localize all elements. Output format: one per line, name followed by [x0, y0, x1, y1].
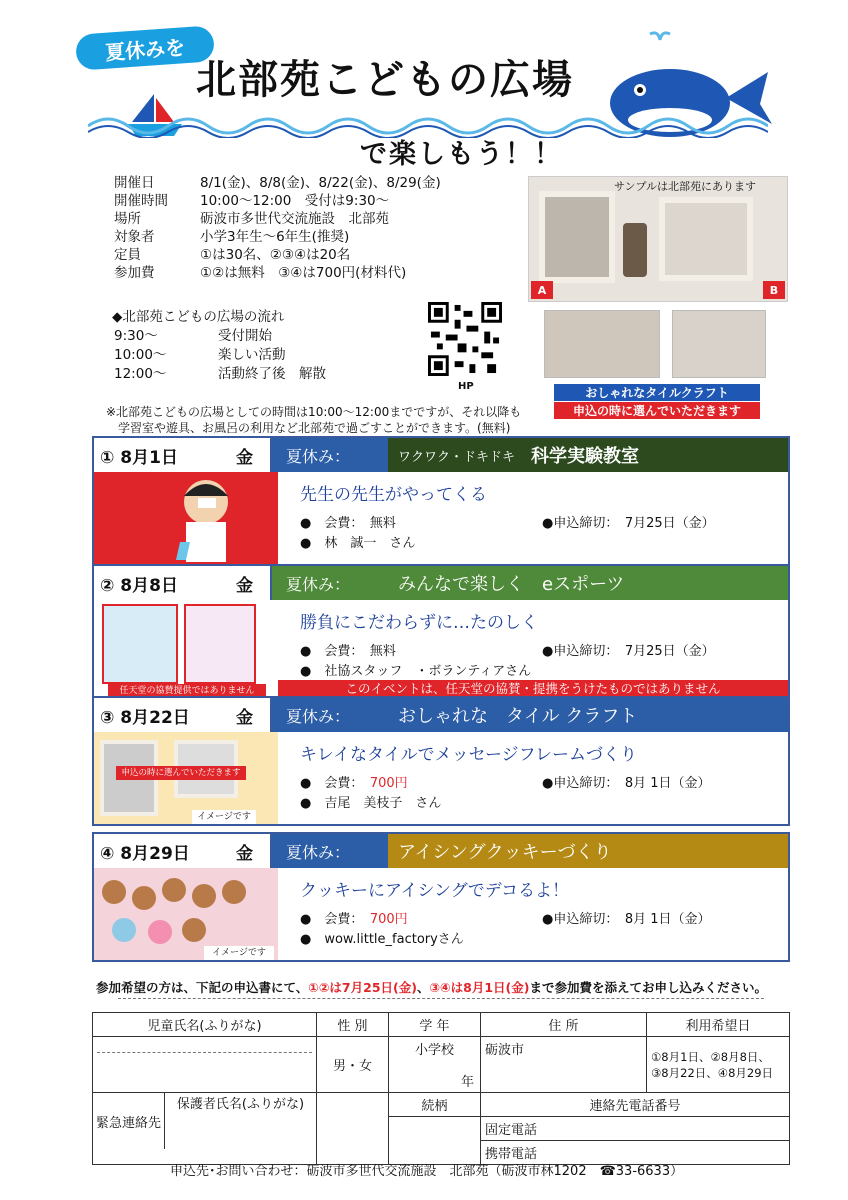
- flow-schedule: ◆北部苑こどもの広場の流れ 9:30～ 受付開始 10:00～ 楽しい活動 12:00～ 活動終了後 解散: [112, 309, 326, 382]
- child-name-field[interactable]: [93, 1037, 317, 1093]
- page-title: 北部苑こどもの広場: [196, 57, 574, 103]
- cookie-image: イメージです: [94, 868, 278, 960]
- phone-field[interactable]: 固定電話 携帯電話: [481, 1117, 790, 1165]
- note-text: ※北部苑こどもの広場としての時間は10:00～12:00までですが、それ以降も 学習室や遊具、お風呂の利用など北部苑で過ごすことができます。(無料): [106, 405, 522, 435]
- cut-line: [118, 998, 764, 999]
- application-form: 児童氏名(ふりがな) 性 別 学 年 住 所 利用希望日 男・女 小学校 年 砺波市 ①8月1日、②8月8日、 ③8月22日、④8月29日 緊急連絡先 保護者氏名(ふりがな) 続柄 連絡先電話番号 固定電話 携帯電話: [92, 1012, 790, 1165]
- grade-field[interactable]: 小学校 年: [389, 1037, 481, 1093]
- name-header: 児童氏名(ふりがな): [93, 1013, 317, 1037]
- fee-value: 無料: [369, 516, 396, 531]
- tile-photo-2: [672, 310, 766, 378]
- choose-label: 申込の時に選んでいただきます: [554, 402, 760, 419]
- qr-label: HP: [458, 381, 474, 392]
- contact-footer: 申込先･お問い合わせ：砺波市多世代交流施設 北部苑（砺波市林1202 ☎33-6633）: [170, 1164, 684, 1179]
- apply-instructions: 参加希望の方は、下記の申込書にて、①②は7月25日(金)、③④は8月1日(金)まで参加費を添えてお申し込みください。: [96, 980, 767, 995]
- event-lead: 先生の先生がやってくる: [300, 485, 487, 505]
- emergency-label: 緊急連絡先: [93, 1093, 165, 1149]
- guardian-name-field[interactable]: [317, 1117, 389, 1165]
- page-subtitle: で楽しもう！！: [360, 139, 563, 170]
- tile-craft-label: おしゃれなタイルクラフト: [554, 384, 760, 401]
- wish-field[interactable]: ①8月1日、②8月8日、 ③8月22日、④8月29日: [647, 1037, 790, 1093]
- instructor: ● 林 誠一 さん: [300, 536, 416, 551]
- photo-caption: サンプルは北部苑にあります: [614, 180, 757, 193]
- qr-code-icon[interactable]: [428, 302, 502, 376]
- relation-field[interactable]: [389, 1117, 481, 1165]
- event-info: 開催日 8/1(金)、8/8(金)、8/22(金)、8/29(金) 開催時間 10:00～12:00 受付は9:30～ 場所 砺波市多世代交流施設 北部苑 対象者 小学3年生～6年生(推奨) 定員 ①は30名、②③④は20名 参加費 ①②は無料 ③④は700円(材料代): [114, 175, 441, 281]
- event-1: ① 8月1日 金 夏休み： ワクワク・ドキドキ 科学実験教室 先生の先生がやってくる ● 会費： 無料 ●申込締切： 7月25日（金） ● 林 誠一 さん: [92, 436, 790, 566]
- tile-craft-photo: A B: [528, 176, 788, 302]
- sex-field[interactable]: 男・女: [317, 1037, 389, 1093]
- event-2: ② 8月8日 金 夏休み： みんなで楽しく eスポーツ 任天堂の協賛提供ではありません 勝負にこだわらずに…たのしく ● 会費： 無料 ●申込締切： 7月25日（金） ● 社協スタッフ ・ボランティアさん このイベントは、任天堂の協賛・提携をうけたものではありません: [92, 564, 790, 700]
- tile-photo-1: [544, 310, 660, 378]
- event-4: ④ 8月29日 金 夏休み： アイシングクッキーづくり イメージです クッキーにアイシングでデコるよ！ ● 会費： 700円 ●申込締切： 8月 1日（金） ● wow.little_factoryさん: [92, 832, 790, 962]
- event-3: ③ 8月22日 金 夏休み： おしゃれな タイル クラフト 申込の時に選んでいただきます イメージです キレイなタイルでメッセージフレームづくり ● 会費： 700円 ●申込締切： 8月 1日（金） ● 吉尾 美枝子 さん: [92, 696, 790, 826]
- address-field[interactable]: 砺波市: [481, 1037, 647, 1093]
- disclaimer-banner: このイベントは、任天堂の協賛・提携をうけたものではありません: [278, 680, 788, 698]
- game-box-image: 任天堂の協賛提供ではありません: [94, 600, 278, 698]
- tile-frame-image: 申込の時に選んでいただきます イメージです: [94, 732, 278, 824]
- scientist-image: [94, 472, 278, 564]
- header-pill: 夏休みを: [75, 25, 215, 71]
